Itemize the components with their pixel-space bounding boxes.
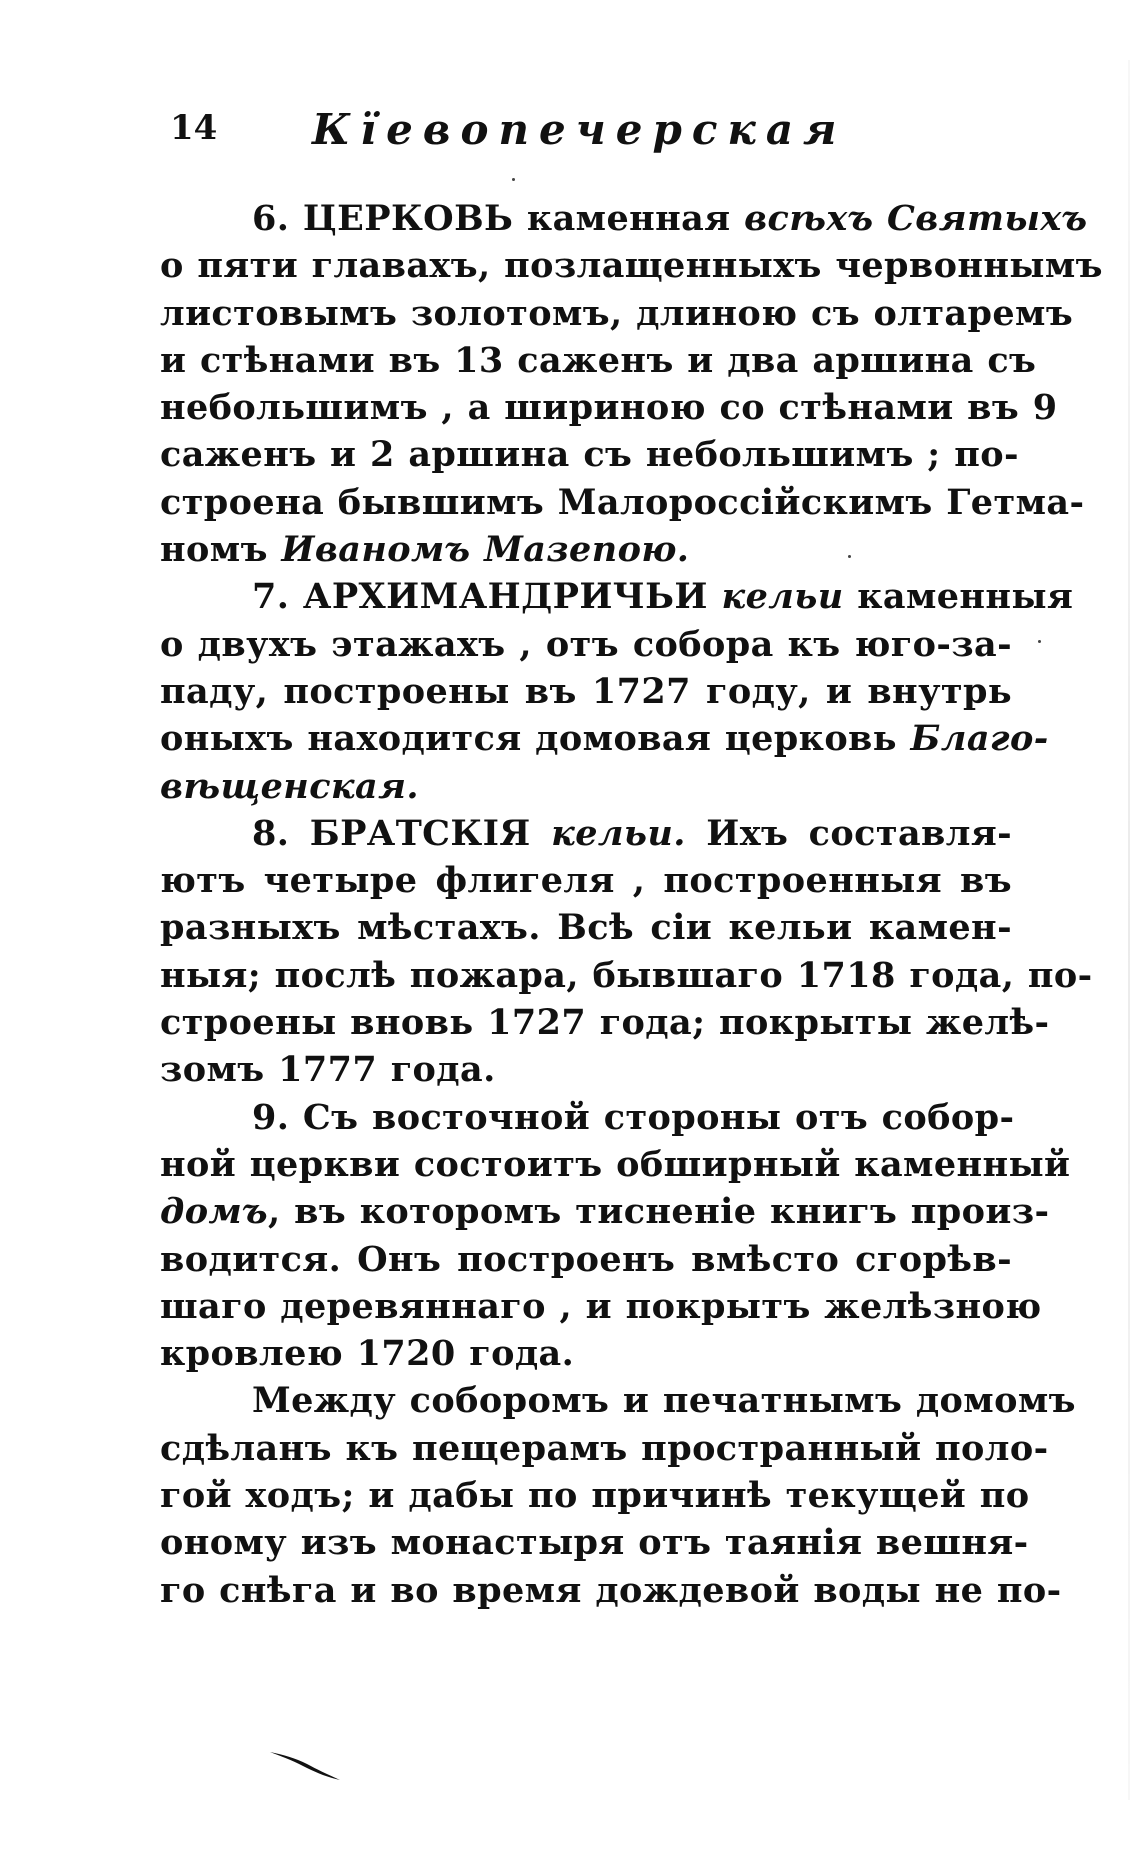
text-line: листовымъ золотомъ, длиною съ олтаремъ xyxy=(160,292,1074,334)
text-line: Между соборомъ и печатнымъ домомъ xyxy=(252,1380,1076,1422)
text-line: саженъ и 2 аршина съ небольшимъ ; по- xyxy=(160,434,1019,476)
text-line: водится. Онъ построенъ вмѣсто сгорѣв- xyxy=(160,1238,1012,1280)
text-line: о пяти главахъ, позлащенныхъ червоннымъ xyxy=(160,245,1103,287)
ink-speck xyxy=(1038,640,1041,643)
text-line: строена бывшимъ Малороссійскимъ Гетма- xyxy=(160,481,1085,523)
text-line: ютъ четыре флигеля , построенныя въ xyxy=(160,860,1012,902)
text-line: ной церкви состоитъ обширный каменный xyxy=(160,1143,1071,1185)
text-line: о двухъ этажахъ , отъ собора къ юго-за- xyxy=(160,623,1012,665)
text-line: 7. АРХИМАНДРИЧЬИ кельи каменныя xyxy=(252,576,1074,618)
text-line: ныя; послѣ пожара, бывшаго 1718 года, по- xyxy=(160,954,1093,996)
running-title: Кїевопечерская xyxy=(312,105,847,154)
page-header xyxy=(170,105,950,158)
body-text xyxy=(160,195,1103,1614)
text-line: шаго деревяннаго , и покрытъ желѣзною xyxy=(160,1285,1042,1327)
text-line: и стѣнами въ 13 саженъ и два аршина съ xyxy=(160,339,1037,381)
text-line: го снѣга и во время дождевой воды не по- xyxy=(160,1569,1062,1611)
text-line: оному изъ монастыря отъ таянія вешня- xyxy=(160,1522,1029,1564)
page-edge-shadow xyxy=(1128,60,1130,1800)
text-line: гой ходъ; и дабы по причинѣ текущей по xyxy=(160,1475,1030,1517)
ink-speck xyxy=(848,555,851,558)
text-line: паду, построены въ 1727 году, и внутрь xyxy=(160,670,1012,712)
ink-stroke-mark xyxy=(268,1748,348,1783)
text-line: кровлею 1720 года. xyxy=(160,1333,575,1375)
text-line: сдѣланъ къ пещерамъ пространный поло- xyxy=(160,1427,1049,1469)
ink-speck xyxy=(512,178,515,181)
text-line: номъ Иваномъ Мазепою. xyxy=(160,529,690,571)
text-line: разныхъ мѣстахъ. Всѣ сіи кельи камен- xyxy=(160,907,1012,949)
text-line: строены вновь 1727 года; покрыты желѣ- xyxy=(160,1002,1050,1044)
text-line: 8. БРАТСКІЯ кельи. Ихъ составля- xyxy=(252,812,1012,854)
text-line: 6. ЦЕРКОВЬ каменная всѣхъ Святыхъ xyxy=(252,198,1088,239)
text-line: зомъ 1777 года. xyxy=(160,1049,496,1091)
text-line: 9. Съ восточной стороны отъ собор- xyxy=(252,1096,1015,1138)
page-number: 14 xyxy=(170,108,218,148)
text-line: домъ, въ которомъ тисненіе книгъ произ- xyxy=(160,1191,1050,1233)
text-line: вѣщенская. xyxy=(160,765,419,807)
text-line: оныхъ находится домовая церковь Благо- xyxy=(160,718,1049,760)
text-line: небольшимъ , а шириною со стѣнами въ 9 xyxy=(160,387,1058,429)
